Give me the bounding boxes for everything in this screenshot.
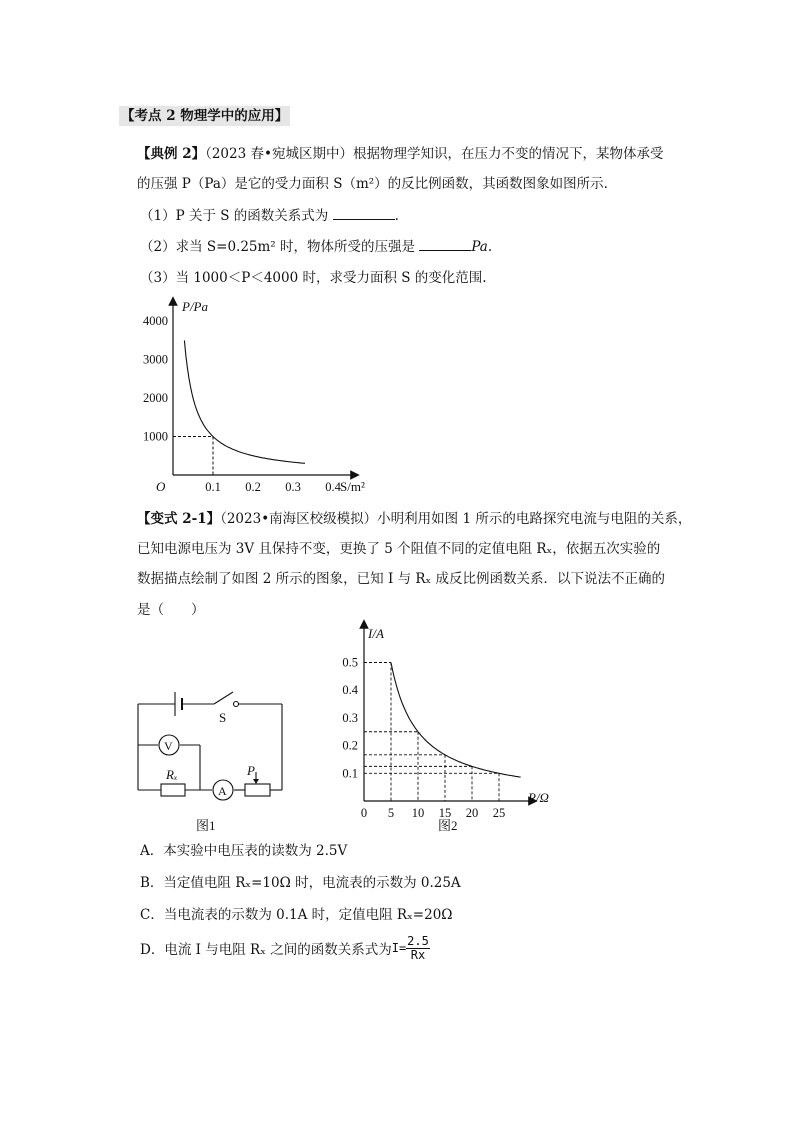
variant-line4: 是（ ） — [137, 602, 205, 618]
switch-lever[interactable] — [214, 692, 233, 704]
answer-blank-1[interactable] — [333, 205, 395, 220]
formula-denominator: Rx — [410, 947, 426, 962]
figure1-caption: 图1 — [196, 818, 216, 833]
x-tick-label: 0.3 — [285, 480, 301, 494]
formula-fraction — [406, 935, 430, 962]
x-tick-label: 0.4 — [325, 480, 341, 494]
question-1-text: （1）P 关于 S 的函数关系式为 — [140, 208, 329, 224]
x-tick-label: 20 — [465, 806, 479, 820]
variant-heading — [137, 509, 691, 529]
y-tick-label: 1000 — [143, 429, 168, 444]
option-d-text: D．电流 I 与电阻 Rₓ 之间的函数关系式为 — [140, 942, 392, 958]
question-1 — [140, 205, 399, 226]
x-tick-label: 15 — [438, 806, 452, 820]
y-tick-label: 0.4 — [342, 683, 358, 698]
origin-label: O — [156, 479, 166, 494]
example-line1: （2023 春•宛城区期中）根据物理学知识，在压力不变的情况下，某物体承受 — [205, 146, 664, 162]
section-title: 【考点 2 物理学中的应用】 — [121, 108, 289, 124]
pressure-area-chart — [130, 295, 390, 500]
y-tick-label: 0.2 — [342, 738, 358, 753]
x-tick-label: 0 — [360, 806, 368, 820]
y-axis-label: P/Pa — [182, 299, 208, 314]
circuit-diagram — [130, 680, 300, 840]
question-2 — [140, 236, 492, 257]
y-tick-label: 0.1 — [342, 766, 358, 781]
y-tick-label: 4000 — [143, 314, 168, 328]
formula-numerator: 2.5 — [407, 933, 429, 948]
switch-label: S — [219, 710, 227, 725]
question-2-unit: Pa. — [471, 239, 493, 255]
curve-line — [391, 663, 521, 778]
x-axis-label: R/Ω — [528, 790, 549, 805]
example-line2: 的压强 P（Pa）是它的受力面积 S（m²）的反比例函数，其函数图象如图所示. — [137, 176, 608, 192]
fixed-resistor — [161, 784, 185, 796]
x-tick-label: 0.2 — [245, 480, 261, 494]
voltmeter-label: V — [164, 739, 173, 753]
y-tick-label: 2000 — [143, 391, 168, 405]
variant-prefix: 【变式 2-1】 — [137, 511, 221, 527]
x-tick-label: 5 — [387, 806, 395, 820]
curve-line — [184, 340, 305, 463]
variant-line1: （2023•南海区校级模拟）小明利用如图 1 所示的电路探究电流与电阻的关系， — [220, 511, 692, 527]
question-2-text: （2）求当 S=0.25m² 时，物体所受的压强是 — [140, 239, 416, 255]
question-3: （3）当 1000＜P＜4000 时，求受力面积 S 的变化范围. — [140, 270, 487, 286]
example-prefix: 【典例 2】 — [137, 146, 206, 162]
y-tick-label: 3000 — [143, 352, 168, 367]
rheostat — [245, 784, 270, 796]
variant-line2: 已知电源电压为 3V 且保持不变，更换了 5 个阻值不同的定值电阻 Rₓ，依据五次实验的 — [137, 541, 661, 557]
option-d[interactable] — [140, 930, 430, 966]
x-tick-label: 0.1 — [205, 480, 221, 494]
x-tick-label: 25 — [492, 806, 506, 820]
y-axis-label: I/A — [368, 626, 384, 641]
x-tick-label: 10 — [411, 806, 425, 820]
variant-line3: 数据描点绘制了如图 2 所示的图象，已知 I 与 Rₓ 成反比例函数关系．以下说法不正确的 — [137, 571, 666, 587]
figure2-caption: 图2 — [438, 818, 458, 833]
example-heading — [137, 144, 663, 164]
resistor-label: Rₓ — [166, 767, 178, 782]
y-tick-label: 0.5 — [342, 655, 358, 670]
option-a[interactable]: A．本实验中电压表的读数为 2.5V — [140, 843, 348, 859]
ammeter-label: A — [218, 784, 227, 798]
rheostat-label: P — [247, 763, 255, 778]
answer-blank-2[interactable] — [419, 236, 471, 251]
question-1-end: . — [394, 208, 399, 224]
current-resistance-chart — [325, 618, 575, 840]
option-b[interactable]: B．当定值电阻 Rₓ=10Ω 时，电流表的示数为 0.25A — [140, 875, 461, 891]
option-c[interactable]: C．当电流表的示数为 0.1A 时，定值电阻 Rₓ=20Ω — [140, 907, 453, 923]
y-tick-label: 0.3 — [342, 710, 358, 725]
formula-lhs: I= — [391, 941, 407, 955]
x-axis-label: S/m² — [340, 479, 365, 494]
